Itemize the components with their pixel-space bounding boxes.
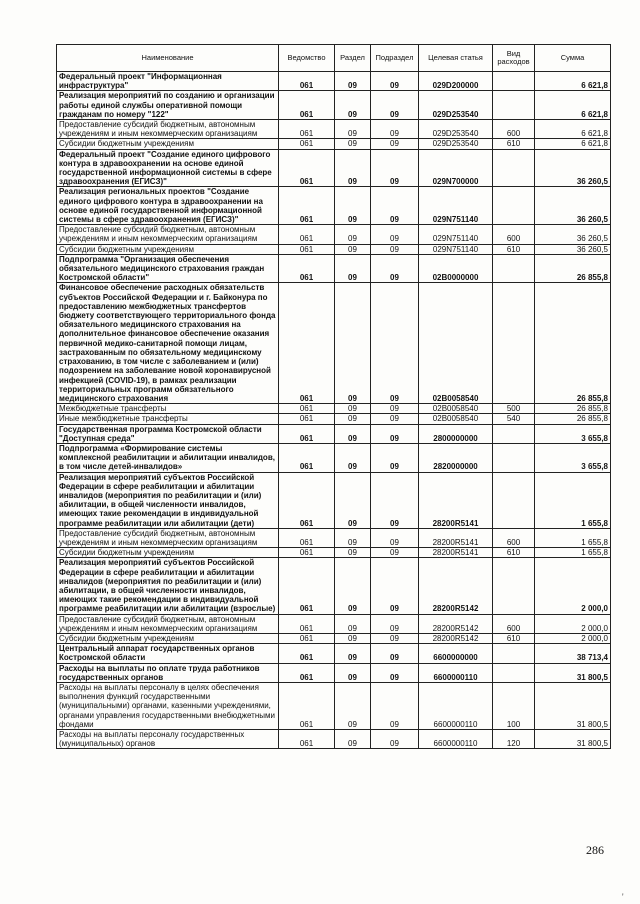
cell-subsection: 09 [371,558,419,614]
cell-name: Межбюджетные трансферты [57,404,279,414]
cell-name: Расходы на выплаты персоналу государственных (муниципальных) органов [57,730,279,749]
cell-target: 029D253540 [419,120,493,139]
cell-name: Предоставление субсидий бюджетным, автономным учреждениям и иным некоммерческим организациям [57,225,279,244]
cell-name: Субсидии бюджетным учреждениям [57,548,279,558]
cell-subsection: 09 [371,414,419,424]
cell-subsection: 09 [371,683,419,730]
header-target: Целевая статья [419,45,493,72]
cell-type [493,644,535,663]
table-row [57,187,611,225]
cell-type [493,443,535,472]
table-row [57,139,611,149]
table-row [57,663,611,682]
cell-sum: 6 621,8 [535,91,611,120]
cell-sum: 1 655,8 [535,548,611,558]
cell-section: 09 [335,644,371,663]
cell-section: 09 [335,120,371,139]
table-row [57,225,611,244]
cell-sum: 31 800,5 [535,663,611,682]
cell-dept: 061 [279,72,335,91]
cell-sum: 26 855,8 [535,254,611,283]
table-body [57,72,611,749]
cell-type [493,187,535,225]
cell-dept: 061 [279,414,335,424]
cell-section: 09 [335,139,371,149]
cell-section: 09 [335,633,371,643]
cell-name: Реализация региональных проектов "Создание единого цифрового контура в здравоохранении на основе единой государственной информационной системы в сфере здравоохранения (ЕГИСЗ)" [57,187,279,225]
cell-type: 540 [493,414,535,424]
cell-target: 2820000000 [419,443,493,472]
cell-type: 120 [493,730,535,749]
table-row [57,404,611,414]
cell-target: 6600000000 [419,644,493,663]
cell-subsection: 09 [371,633,419,643]
cell-section: 09 [335,614,371,633]
cell-type: 610 [493,633,535,643]
cell-target: 2800000000 [419,424,493,443]
table-row [57,244,611,254]
cell-subsection: 09 [371,244,419,254]
table-row [57,91,611,120]
cell-subsection: 09 [371,149,419,187]
cell-sum: 31 800,5 [535,730,611,749]
cell-name: Финансовое обеспечение расходных обязательств субъектов Российской Федерации и г. Байконура по предоставлению межбюджетных трансфертов бюджету соответствующего территориального фонда обязательного медицинского страхования на дополнительное финансовое обеспечение оказания первичной медико-санитарной помощи лицам, застрахованным по обязательному медицинскому страхованию, в том числе с заболеванием и (или) подозрением на заболевание новой коронавирусной инфекцией (COVID-19), в рамках реализации территориальных программ обязательного медицинского страхования [57,283,279,404]
cell-name: Расходы на выплаты по оплате труда работников государственных органов [57,663,279,682]
cell-sum: 6 621,8 [535,139,611,149]
cell-sum: 36 260,5 [535,244,611,254]
cell-dept: 061 [279,424,335,443]
cell-section: 09 [335,225,371,244]
cell-type [493,663,535,682]
cell-section: 09 [335,72,371,91]
cell-dept: 061 [279,683,335,730]
cell-sum: 38 713,4 [535,644,611,663]
cell-subsection: 09 [371,644,419,663]
cell-target: 02В0058540 [419,414,493,424]
cell-type: 600 [493,528,535,547]
cell-dept: 061 [279,548,335,558]
cell-subsection: 09 [371,404,419,414]
table-row [57,414,611,424]
cell-sum: 3 655,8 [535,424,611,443]
cell-type [493,283,535,404]
cell-subsection: 09 [371,187,419,225]
cell-target: 6600000110 [419,730,493,749]
cell-section: 09 [335,548,371,558]
cell-dept: 061 [279,443,335,472]
header-sum: Сумма [535,45,611,72]
cell-sum: 1 655,8 [535,528,611,547]
cell-sum: 36 260,5 [535,187,611,225]
cell-dept: 061 [279,663,335,682]
cell-subsection: 09 [371,72,419,91]
cell-type [493,149,535,187]
cell-type [493,91,535,120]
cell-dept: 061 [279,730,335,749]
cell-section: 09 [335,730,371,749]
cell-dept: 061 [279,472,335,528]
cell-sum: 2 000,0 [535,558,611,614]
table-header-row [57,45,611,72]
cell-dept: 061 [279,283,335,404]
cell-name: Субсидии бюджетным учреждениям [57,139,279,149]
cell-type: 600 [493,614,535,633]
cell-type: 610 [493,139,535,149]
cell-sum: 31 800,5 [535,683,611,730]
cell-section: 09 [335,187,371,225]
cell-name: Субсидии бюджетным учреждениям [57,633,279,643]
cell-section: 09 [335,149,371,187]
table-row [57,283,611,404]
cell-section: 09 [335,528,371,547]
cell-type [493,72,535,91]
cell-name: Иные межбюджетные трансферты [57,414,279,424]
cell-name: Предоставление субсидий бюджетным, автономным учреждениям и иным некоммерческим организациям [57,614,279,633]
cell-type: 500 [493,404,535,414]
table-row [57,120,611,139]
cell-sum: 6 621,8 [535,120,611,139]
budget-table [56,44,611,749]
cell-name: Реализация мероприятий субъектов Российской Федерации в сфере реабилитации и абилитации инвалидов (мероприятия по реабилитации и (или) абилитации, в общей численности инвалидов, имеющих такие рекомендации в индивидуальной программе реабилитации или абилитации (взрослые) [57,558,279,614]
table-row [57,633,611,643]
cell-target: 28200R5141 [419,472,493,528]
cell-type: 600 [493,225,535,244]
cell-sum: 26 855,8 [535,283,611,404]
cell-section: 09 [335,91,371,120]
cell-subsection: 09 [371,528,419,547]
cell-dept: 061 [279,225,335,244]
cell-dept: 061 [279,644,335,663]
header-section: Раздел [335,45,371,72]
cell-section: 09 [335,663,371,682]
cell-dept: 061 [279,614,335,633]
cell-target: 28200R5141 [419,528,493,547]
cell-sum: 36 260,5 [535,149,611,187]
cell-sum: 1 655,8 [535,472,611,528]
cell-section: 09 [335,558,371,614]
cell-type [493,558,535,614]
cell-sum: 36 260,5 [535,225,611,244]
cell-type: 610 [493,244,535,254]
cell-target: 6600000110 [419,683,493,730]
corner-mark: ' [622,892,624,902]
cell-section: 09 [335,254,371,283]
cell-subsection: 09 [371,614,419,633]
cell-target: 029D253540 [419,139,493,149]
table-row [57,424,611,443]
cell-section: 09 [335,424,371,443]
cell-target: 28200R5142 [419,614,493,633]
cell-name: Реализация мероприятий субъектов Российской Федерации в сфере реабилитации и абилитации инвалидов (мероприятия по реабилитации и (или) абилитации, в общей численности инвалидов, имеющих такие рекомендации в индивидуальной программе реабилитации или абилитации (дети) [57,472,279,528]
cell-target: 029D253540 [419,91,493,120]
table-row [57,614,611,633]
cell-subsection: 09 [371,472,419,528]
table-row [57,548,611,558]
cell-target: 029N751140 [419,225,493,244]
cell-name: Подпрограмма «Формирование системы комплексной реабилитации и абилитации инвалидов, в том числе детей-инвалидов» [57,443,279,472]
cell-section: 09 [335,414,371,424]
cell-section: 09 [335,683,371,730]
cell-subsection: 09 [371,120,419,139]
cell-subsection: 09 [371,730,419,749]
cell-target: 28200R5142 [419,633,493,643]
cell-target: 02В0058540 [419,404,493,414]
cell-subsection: 09 [371,548,419,558]
cell-dept: 061 [279,528,335,547]
cell-sum: 6 621,8 [535,72,611,91]
cell-subsection: 09 [371,254,419,283]
cell-subsection: 09 [371,225,419,244]
page-number: 286 [586,843,604,857]
cell-sum: 26 855,8 [535,414,611,424]
cell-name: Центральный аппарат государственных органов Костромской области [57,644,279,663]
cell-sum: 3 655,8 [535,443,611,472]
cell-name: Реализация мероприятий по созданию и организации работы единой службы оперативной помощи гражданам по номеру "122" [57,91,279,120]
cell-dept: 061 [279,558,335,614]
table-row [57,472,611,528]
cell-dept: 061 [279,149,335,187]
cell-target: 029N751140 [419,187,493,225]
cell-section: 09 [335,283,371,404]
table-row [57,254,611,283]
cell-name: Федеральный проект "Создание единого цифрового контура в здравоохранении на основе единой государственной информационной системы в сфере здравоохранения (ЕГИСЗ)" [57,149,279,187]
cell-subsection: 09 [371,91,419,120]
cell-target: 28200R5141 [419,548,493,558]
cell-dept: 061 [279,91,335,120]
cell-type [493,254,535,283]
cell-type [493,472,535,528]
cell-name: Расходы на выплаты персоналу в целях обеспечения выполнения функций государственными (муниципальными) органами, казенными учреждениями, органами управления государственными внебюджетными фондами [57,683,279,730]
cell-target: 02В0058540 [419,283,493,404]
cell-target: 029D200000 [419,72,493,91]
cell-dept: 061 [279,633,335,643]
table-row [57,443,611,472]
cell-dept: 061 [279,404,335,414]
cell-name: Подпрограмма "Организация обеспечения обязательного медицинского страхования граждан Костромской области" [57,254,279,283]
cell-name: Федеральный проект "Информационная инфраструктура" [57,72,279,91]
table-row [57,683,611,730]
cell-section: 09 [335,244,371,254]
cell-name: Государственная программа Костромской области "Доступная среда" [57,424,279,443]
cell-target: 6600000110 [419,663,493,682]
cell-subsection: 09 [371,139,419,149]
cell-subsection: 09 [371,443,419,472]
header-subsection: Подраздел [371,45,419,72]
cell-subsection: 09 [371,663,419,682]
table-row [57,72,611,91]
cell-dept: 061 [279,187,335,225]
table-row [57,528,611,547]
cell-name: Субсидии бюджетным учреждениям [57,244,279,254]
cell-section: 09 [335,404,371,414]
cell-dept: 061 [279,139,335,149]
cell-type: 600 [493,120,535,139]
cell-type: 100 [493,683,535,730]
table-row [57,644,611,663]
cell-subsection: 09 [371,424,419,443]
cell-type: 610 [493,548,535,558]
table-row [57,730,611,749]
cell-target: 029N700000 [419,149,493,187]
cell-target: 02В0000000 [419,254,493,283]
cell-name: Предоставление субсидий бюджетным, автономным учреждениям и иным некоммерческим организациям [57,120,279,139]
cell-target: 28200R5142 [419,558,493,614]
cell-name: Предоставление субсидий бюджетным, автономным учреждениям и иным некоммерческим организациям [57,528,279,547]
cell-subsection: 09 [371,283,419,404]
header-dept: Ведомство [279,45,335,72]
header-name: Наименование [57,45,279,72]
cell-target: 029N751140 [419,244,493,254]
cell-sum: 2 000,0 [535,633,611,643]
cell-dept: 061 [279,120,335,139]
table-row [57,558,611,614]
cell-type [493,424,535,443]
cell-section: 09 [335,472,371,528]
cell-sum: 2 000,0 [535,614,611,633]
cell-sum: 26 855,8 [535,404,611,414]
cell-section: 09 [335,443,371,472]
cell-dept: 061 [279,244,335,254]
header-type: Вид расходов [493,45,535,72]
cell-dept: 061 [279,254,335,283]
table-row [57,149,611,187]
